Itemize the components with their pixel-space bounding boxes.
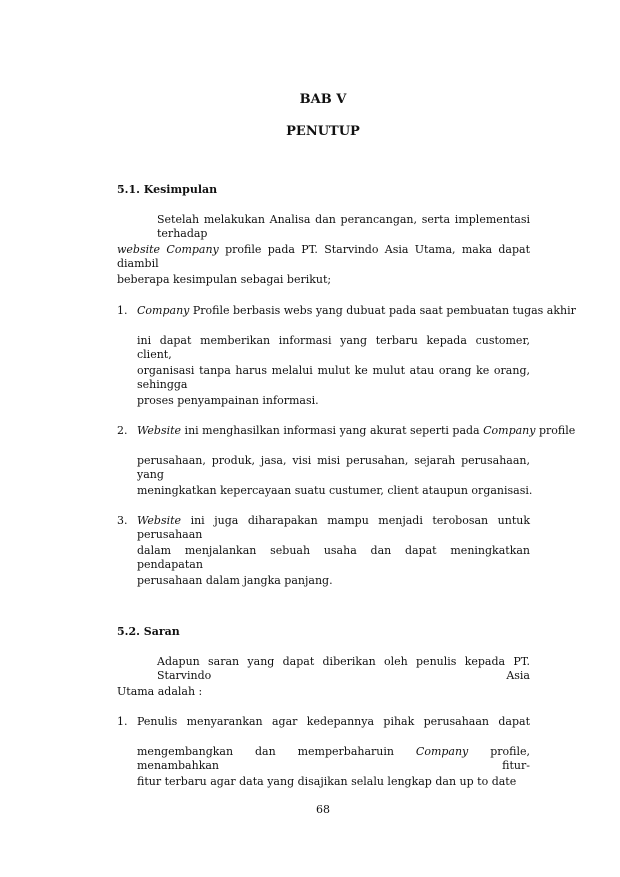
list-item-text: ini juga diharapakan mampu menjadi terobosan untuk perusahaan: [137, 514, 530, 541]
list-item-line: perusahaan dalam jangka panjang.: [137, 574, 333, 587]
list-item-text: Profile berbasis webs yang dubuat pada saat pembuatan tugas akhir: [189, 304, 576, 317]
list-item-line: ini dapat memberikan informasi yang terbaru kepada customer, client,: [137, 334, 530, 361]
list-number: 1.: [117, 715, 128, 728]
list-item-line: organisasi tanpa harus melalui mulut ke mulut atau orang ke orang, sehingga: [137, 364, 530, 391]
list-item-line: [137, 424, 575, 438]
list-number: 3.: [117, 514, 128, 527]
list-item-line: [137, 304, 576, 318]
list-item-line: Penulis menyarankan agar kedepannya pihak perusahaan dapat: [137, 715, 530, 728]
list-item-text: profile, menambahkan fitur-: [137, 745, 530, 772]
list-item-line: meningkatkan kepercayaan suatu custumer, client ataupun organisasi.: [137, 484, 533, 497]
list-item-line: perusahaan, produk, jasa, visi misi perusahan, sejarah perusahaan, yang: [137, 454, 530, 481]
saran-intro-line-2: Utama adalah :: [117, 685, 203, 698]
saran-intro-line-1: Adapun saran yang dapat diberikan oleh penulis kepada PT. Starvindo Asia: [157, 655, 530, 682]
list-item-text: mengembangkan dan memperbaharuin: [137, 745, 416, 758]
list-item-line: fitur terbaru agar data yang disajikan selalu lengkap dan up to date: [137, 775, 517, 788]
italic-website: Website: [137, 514, 182, 527]
kesimpulan-intro-line-1: Setelah melakukan Analisa dan perancangan, serta implementasi terhadap: [157, 213, 530, 240]
list-item-line: dalam menjalankan sebuah usaha dan dapat meningkatkan pendapatan: [137, 544, 530, 571]
section-heading-kesimpulan: 5.1. Kesimpulan: [117, 183, 218, 196]
chapter-number: BAB V: [299, 92, 347, 107]
list-item-line: [137, 514, 530, 542]
italic-website: website: [117, 243, 161, 256]
list-item-text: profile: [535, 424, 576, 437]
italic-company: Company: [483, 424, 536, 437]
italic-website: Website: [137, 424, 182, 437]
list-item-line: proses penyampainan informasi.: [137, 394, 319, 407]
intro-line-2-rest: profile pada PT. Starvindo Asia Utama, maka dapat diambil: [117, 243, 531, 270]
kesimpulan-intro-line-3: beberapa kesimpulan sebagai berikut;: [117, 273, 332, 286]
italic-company: Company: [137, 304, 190, 317]
italic-company: Company: [166, 243, 219, 256]
italic-company: Company: [415, 745, 469, 758]
list-item-text: ini menghasilkan informasi yang akurat seperti pada: [181, 424, 484, 437]
list-item-line: [137, 745, 530, 773]
kesimpulan-intro-line-2: [117, 243, 530, 271]
chapter-title: PENUTUP: [286, 124, 360, 139]
page-number: 68: [316, 803, 330, 816]
section-heading-saran: 5.2. Saran: [117, 625, 180, 638]
list-number: 2.: [117, 424, 128, 437]
list-number: 1.: [117, 304, 128, 317]
